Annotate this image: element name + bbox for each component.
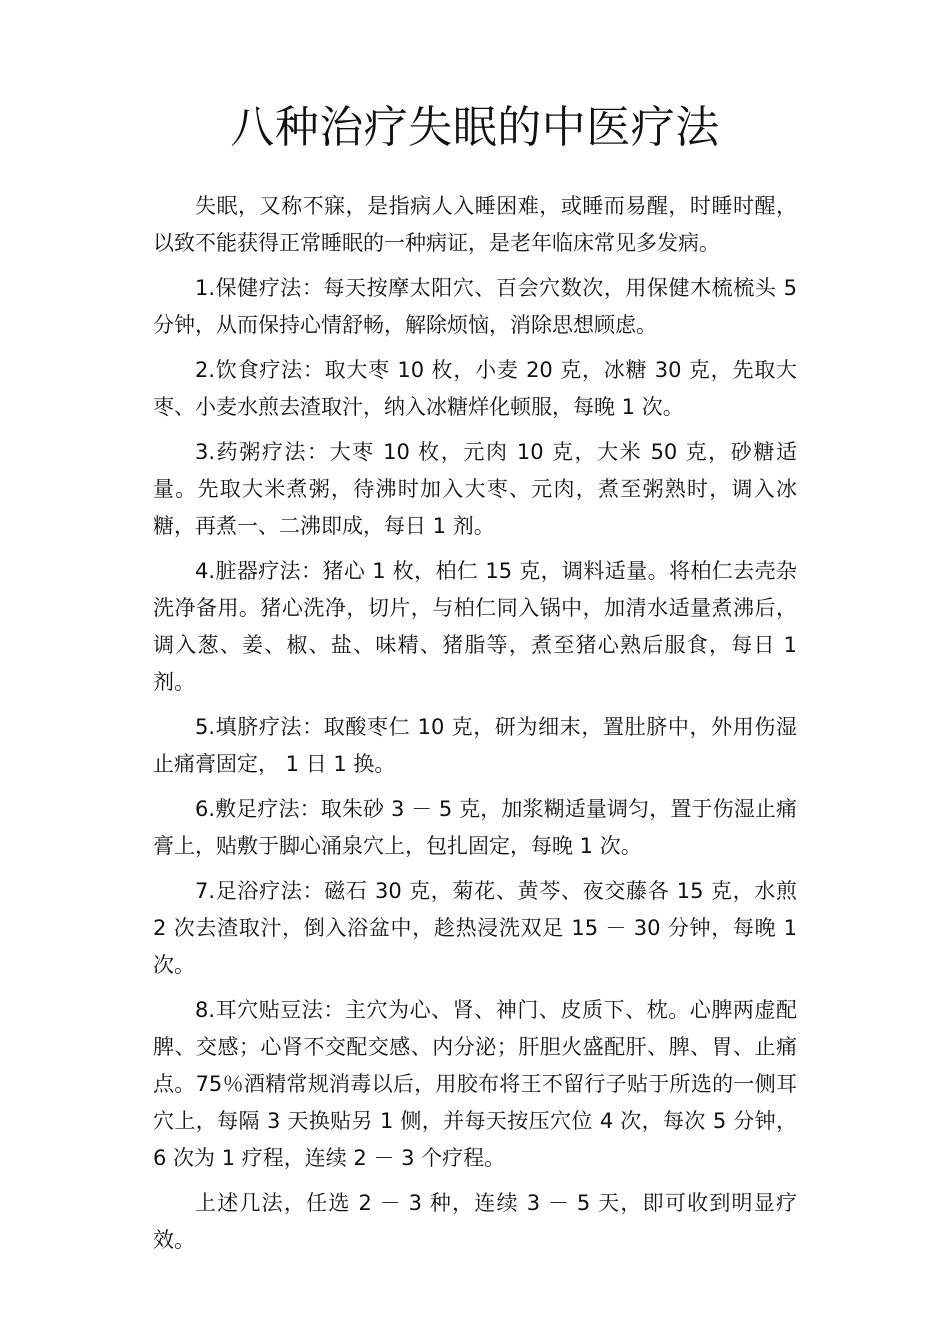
paragraph-intro: 失眠，又称不寐，是指病人入睡困难，或睡而易醒，时睡时醒，以致不能获得正常睡眠的一种病证，是老年临床常见多发病。 <box>153 194 797 255</box>
paragraph-method-1: 1.保健疗法：每天按摩太阳穴、百会穴数次，用保健木梳梳头 5 分钟，从而保持心情舒畅，解除烦恼，消除思想顾虑。 <box>153 276 797 337</box>
paragraph-method-8: 8.耳穴贴豆法：主穴为心、肾、神门、皮质下、枕。心脾两虚配脾、交感；心肾不交配交感、内分泌；肝胆火盛配肝、脾、胃、止痛点。75％酒精常规消毒以后，用胶布将王不留行子贴于所选的一侧耳穴上，每隔 3 天换贴另 1 侧，并每天按压穴位 4 次，每次 5 分钟， 6 次为 1 疗程，连续 2 － 3 个疗程。 <box>153 998 797 1170</box>
document-title: 八种治疗失眠的中医疗法 <box>230 102 720 153</box>
paragraph-method-6: 6.敷足疗法：取朱砂 3 － 5 克，加浆糊适量调匀，置于伤湿止痛膏上，贴敷于脚心涌泉穴上，包扎固定，每晚 1 次。 <box>153 797 797 858</box>
paragraph-method-3: 3.药粥疗法：大枣 10 枚，元肉 10 克，大米 50 克，砂糖适量。先取大米煮粥，待沸时加入大枣、元肉，煮至粥熟时，调入冰糖，再煮一、二沸即成，每日 1 剂。 <box>153 440 797 538</box>
paragraph-method-7: 7.足浴疗法：磁石 30 克，菊花、黄芩、夜交藤各 15 克，水煎 2 次去渣取汁，倒入浴盆中，趁热浸洗双足 15 － 30 分钟，每晚 1 次。 <box>153 879 797 977</box>
document-body <box>153 188 797 1259</box>
paragraph-method-4: 4.脏器疗法：猪心 1 枚，柏仁 15 克，调料适量。将柏仁去壳杂洗净备用。猪心洗净，切片，与柏仁同入锅中，加清水适量煮沸后，调入葱、姜、椒、盐、味精、猪脂等，煮至猪心熟后服食，每日 1 剂。 <box>153 559 797 694</box>
paragraph-method-2: 2.饮食疗法：取大枣 10 枚，小麦 20 克，冰糖 30 克，先取大枣、小麦水煎去渣取汁，纳入冰糖烊化顿服，每晚 1 次。 <box>153 358 797 419</box>
paragraph-method-5: 5.填脐疗法：取酸枣仁 10 克，研为细末，置肚脐中，外用伤湿止痛膏固定， 1 日 1 换。 <box>153 715 797 776</box>
paragraph-summary: 上述几法，任选 2 － 3 种，连续 3 － 5 天，即可收到明显疗效。 <box>153 1191 797 1252</box>
